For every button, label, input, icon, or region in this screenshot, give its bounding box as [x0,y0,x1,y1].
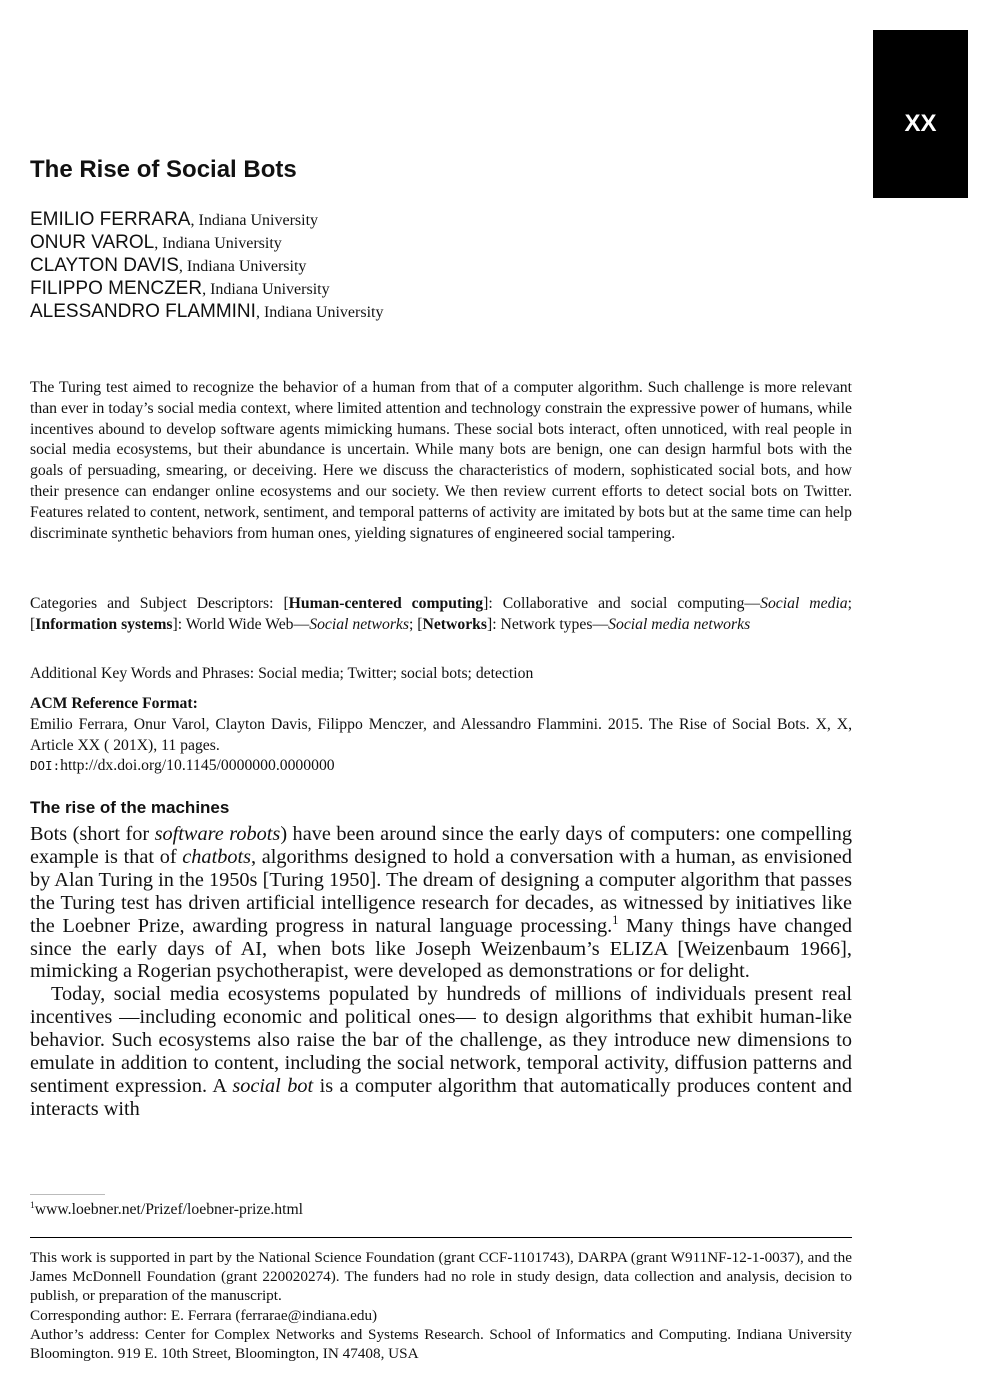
author-list [30,208,383,323]
author-affiliation: , Indiana University [190,212,319,229]
article-number-tab [873,30,968,198]
article-number: XX [904,110,937,137]
author-affiliation: , Indiana University [154,235,282,252]
ccs-label: Categories and Subject Descriptors: [30,595,284,612]
paragraph [30,983,852,1120]
author-entry [30,208,383,231]
author-name: ONUR VAROL [30,232,155,253]
footnote [30,1200,303,1220]
ccs-separator: ; [847,595,853,612]
paper-title: The Rise of Social Bots [30,156,297,183]
author-name: EMILIO FERRARA [30,209,191,230]
emphasis: chatbots [182,845,252,868]
author-name: ALESSANDRO FLAMMINI [30,301,256,322]
paragraph [30,823,852,983]
author-name: CLAYTON DAVIS [30,255,179,276]
ccs-concept: Human-centered computing [288,595,484,612]
text-run: , algorithms designed to hold a conversation with a human, as envisioned by Alan Turing in the 1950s [Turing 1950]. The dream of designing a computer algorithm that passes the Turing test has driven artificial intelligence research for decades, as witnessed by initiatives like the Loebner Prize, awarding progress in natural language processing. [30,845,853,937]
ccs-subconcept: Social media networks [608,615,751,633]
footer-divider [30,1237,852,1238]
doi-label: DOI: [30,758,61,774]
author-affiliation: , Indiana University [202,281,330,298]
footnote-number: 1 [30,1200,35,1211]
ccs-text: : Collaborative and social computing— [488,595,761,612]
body-text [30,823,852,1121]
doi-link[interactable]: http://dx.doi.org/10.1145/0000000.0000000 [60,757,335,775]
text-run: is a computer algorithm that automatically produces content and interacts with [30,1074,852,1120]
ccs-concept: Information systems [35,615,173,633]
abstract: The Turing test aimed to recognize the behavior of a human from that of a computer algorithm. Such challenge is more relevant than ever in today’s social media context, where limited attention and technology constrain the expressive power of humans, while incentives abound to develop software agents mimicking humans. These social bots interact, often unnoticed, with real people in social media ecosystems, but their abundance is uncertain. While many bots are benign, one can design harmful bots with the goals of persuading, smearing, or deceiving. Here we discuss the characteristics of modern, sophisticated social bots, and how their presence can endanger online ecosystems and our society. We then review current efforts to detect social bots on Twitter. Features related to content, network, sentiment, and temporal patterns of activity are imitated by bots but at the same time can help discriminate synthetic behaviors from human ones, yielding signatures of engineered social tampering. [30,379,852,542]
acm-reference-text: Emilio Ferrara, Onur Varol, Clayton Davis, Filippo Menczer, and Alessandro Flammini. 2015. The Rise of Social Bots. X, X, Article XX ( 201X), 11 pages. [30,715,852,754]
funding-note: This work is supported in part by the National Science Foundation (grant CCF-1101743), DARPA (grant W911NF-12-1-0037), and the James McDonnell Foundation (grant 220020274). The funders had no role in study design, data collection and analysis, decision to publish, or preparation of the manuscript. [30,1249,852,1305]
acm-reference-heading: ACM Reference Format: [30,695,198,712]
ccs-descriptors: Categories and Subject Descriptors: [Human-centered computing]: Collaborative and social computing—Social media; [Information systems]: World Wide Web—Social networks; [Networks]: Network types—Social media networks [30,595,853,633]
footnote-url[interactable]: www.loebner.net/Prizef/loebner-prize.html [34,1201,304,1218]
ccs-subconcept: Social media [760,595,848,612]
ccs-subconcept: Social networks [309,615,409,633]
footnote-marker[interactable]: 1 [612,912,619,927]
text-run: Today, social media ecosystems populated by hundreds of millions of individuals present real incentives —including economic and political ones— to design algorithms that exhibit human-like behavior. Such ecosystems also raise the bar of the challenge, as they introduce new dimensions to emulate in addition to content, including the social network, temporal activity, diffusion patterns and sentiment expression. A [30,983,852,1097]
doi-line [30,756,852,777]
author-affiliation: , Indiana University [178,258,307,275]
text-run: ) have been around since the early days of computers: one compelling example is that of [30,823,852,868]
acm-reference [30,694,852,777]
corresponding-author: Corresponding author: E. Ferrara (ferrarae@indiana.edu) [30,1306,378,1324]
author-entry [30,300,383,323]
keywords: Additional Key Words and Phrases: Social media; Twitter; social bots; detection [30,665,534,682]
footnote-divider [30,1194,105,1195]
author-address: Author’s address: Center for Complex Networks and Systems Research. School of Informatics and Computing. Indiana University Bloomington. 919 E. 10th Street, Bloomington, IN 47408, USA [30,1325,852,1363]
text-run: Many things have changed since the early days of AI, when bots like Joseph Weizenbaum’s ELIZA [Weizenbaum 1966], mimicking a Rogerian psychotherapist, were developed as demonstrations or for delight. [30,914,852,983]
author-entry [30,231,383,254]
acknowledgments [30,1248,852,1363]
emphasis: software robots [154,823,281,845]
emphasis: social bot [232,1074,314,1097]
author-affiliation: , Indiana University [255,304,384,321]
author-name: FILIPPO MENCZER [30,278,203,299]
text-run: Bots (short for [30,823,155,845]
ccs-concept: Networks [422,615,487,633]
ccs-text: : World Wide Web— [177,615,310,633]
author-entry [30,254,383,277]
ccs-text: : Network types— [492,615,609,633]
section-heading: The rise of the machines [30,798,230,817]
ccs-separator: ; [409,615,418,633]
author-entry [30,277,383,300]
